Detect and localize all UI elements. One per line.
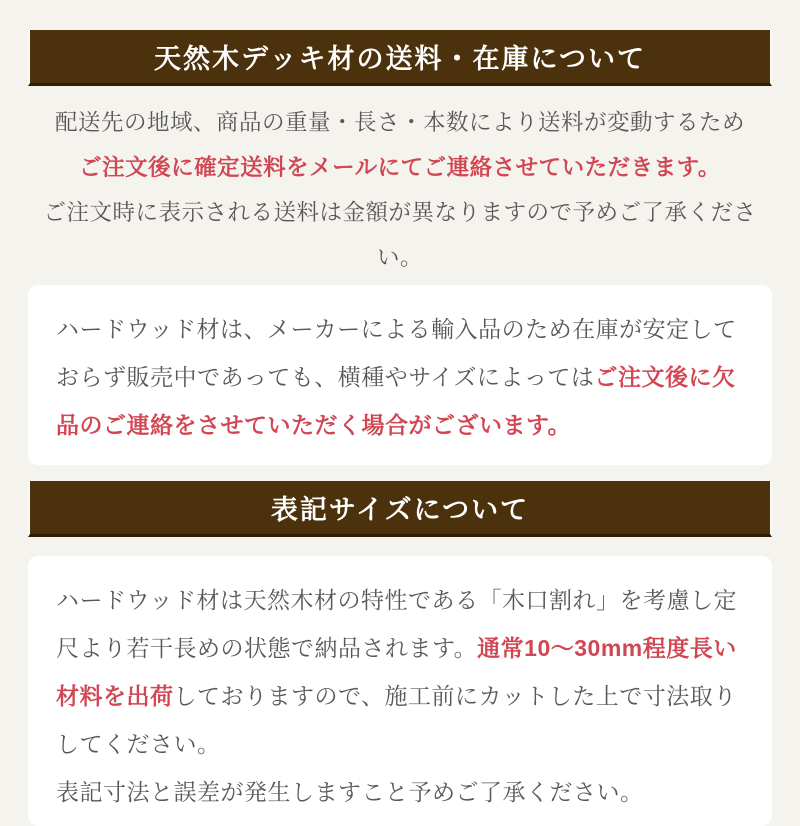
text-line <box>28 100 772 145</box>
body-text: しておりますので、施工前にカットした上で寸法取りしてください。 <box>56 683 737 757</box>
emphasis-text: ご注文後に確定送料をメールにてご連絡させていただきます。 <box>79 155 721 180</box>
emphasis-text: ご注文後に欠品のご連絡をさせていただく場合がございます。 <box>56 364 736 438</box>
size-notation-banner <box>28 481 772 537</box>
emphasis-text: 通常10～30mm程度長い材料を出荷 <box>56 635 737 709</box>
shipping-stock-banner-title: 天然木デッキ材の送料・在庫について <box>154 44 646 74</box>
stock-notice-card <box>28 285 772 465</box>
body-text: 配送先の地域、商品の重量・長さ・本数により送料が変動するため <box>54 110 745 135</box>
text-line <box>56 576 744 768</box>
shipping-intro-text <box>28 100 772 280</box>
body-text: ご注文時に表示される送料は金額が異なりますので予めご了承ください。 <box>43 200 757 270</box>
text-line <box>28 190 772 280</box>
body-text: ハードウッド材は、メーカーによる輸入品のため在庫が安定しておらず販売中であっても、横種やサイズによっては <box>56 316 737 390</box>
text-line <box>28 145 772 190</box>
body-text: 表記寸法と誤差が発生しますこと予めご了承ください。 <box>56 779 644 805</box>
stock-notice-text <box>56 305 744 449</box>
shipping-stock-banner <box>28 30 772 86</box>
text-line <box>56 768 744 816</box>
size-notation-banner-title: 表記サイズについて <box>270 495 530 525</box>
size-notice-card <box>28 556 772 826</box>
body-text: ハードウッド材は天然木材の特性である「木口割れ」を考慮し定尺より若干長めの状態で納品されます。 <box>56 587 738 661</box>
